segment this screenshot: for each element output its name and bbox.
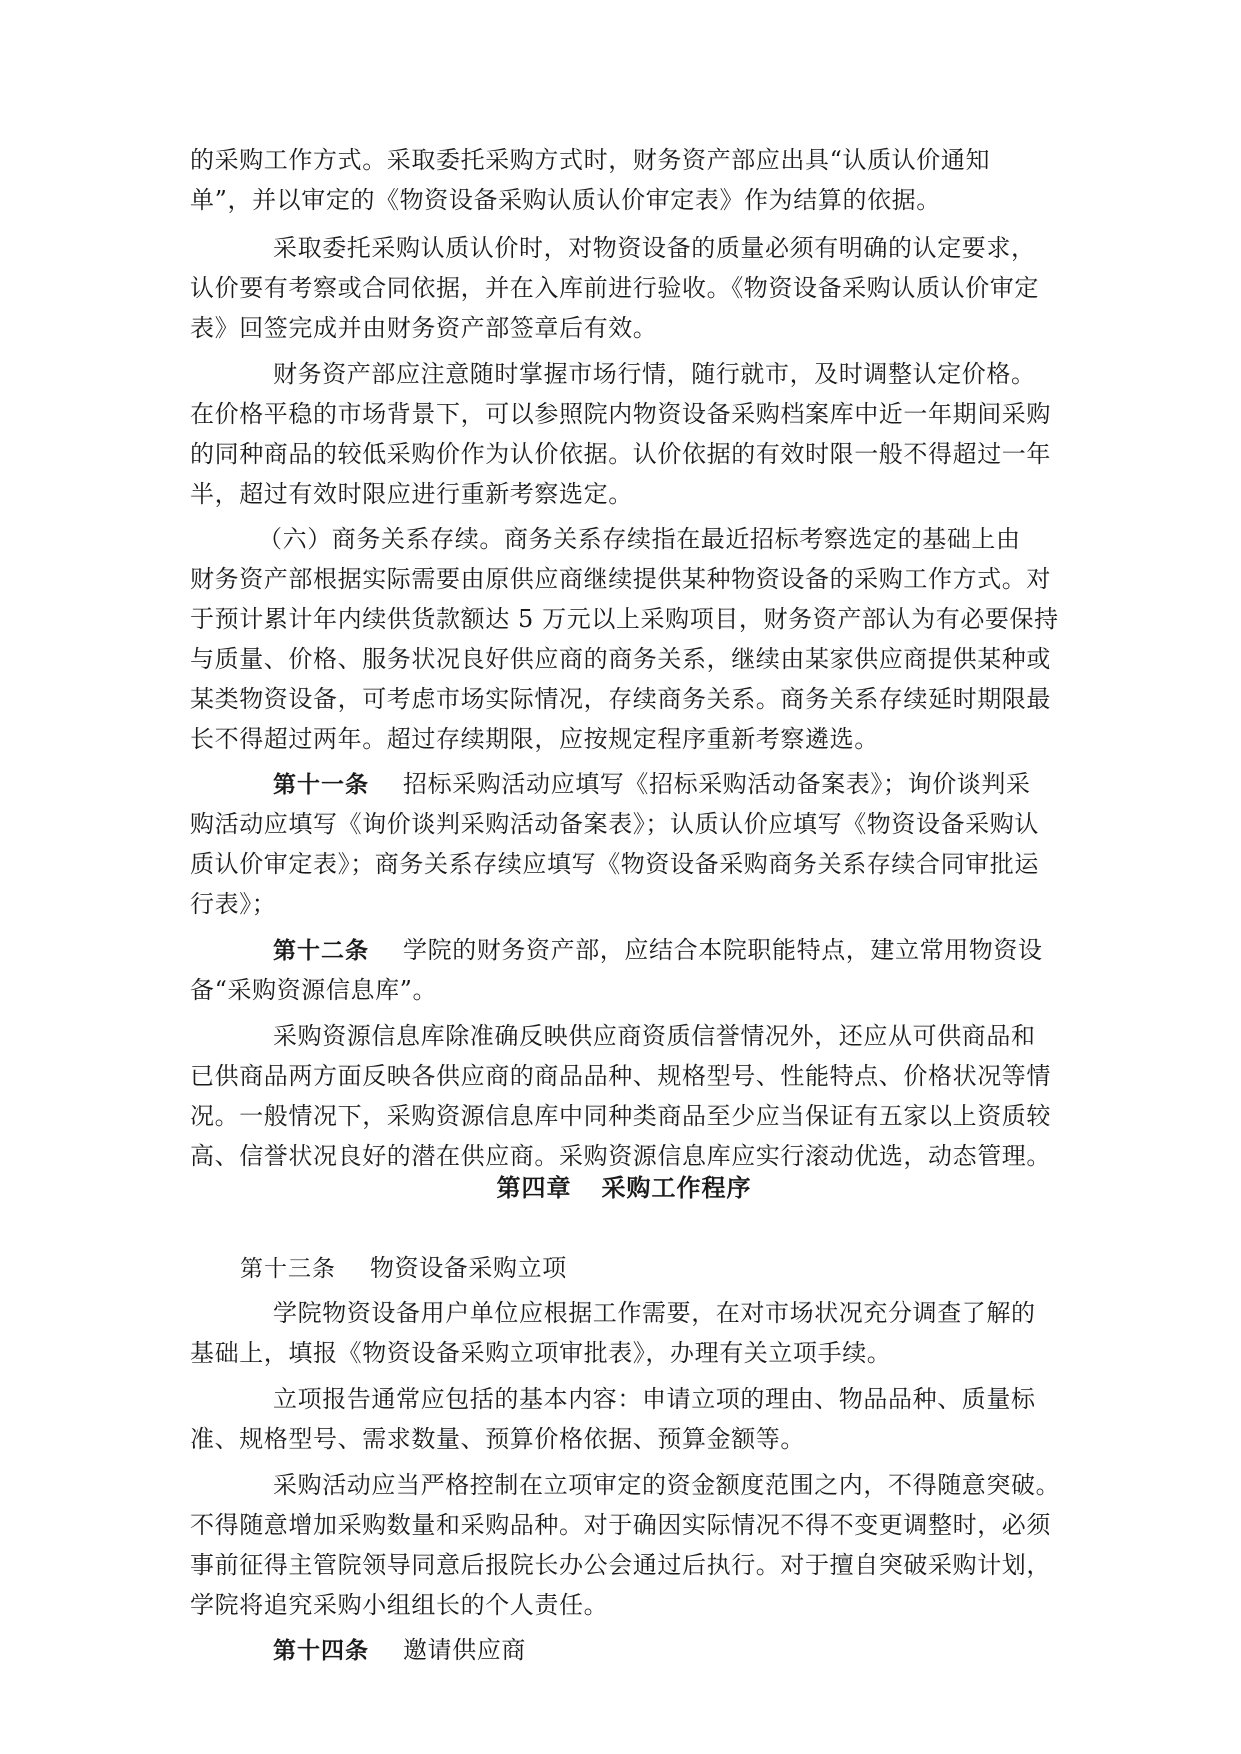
text-line: 采购活动应当严格控制在立项审定的资金额度范围之内，不得随意突破。 (273, 1471, 1061, 1499)
article-13-number: 第十三条 (240, 1256, 336, 1282)
text-line: 与质量、价格、服务状况良好供应商的商务关系，继续由某家供应商提供某种或 (190, 645, 1051, 673)
article-11-first-line (273, 764, 1031, 804)
text-line: 半，超过有效时限应进行重新考察选定。 (190, 480, 633, 508)
article-14-number: 第十四条 (273, 1638, 369, 1664)
chapter-number: 第四章 (496, 1174, 572, 1202)
article-14-title: 邀请供应商 (403, 1636, 526, 1664)
text-line: 单”，并以审定的《物资设备采购认质认价审定表》作为结算的依据。 (190, 186, 941, 214)
text-line: （六）商务关系存续。商务关系存续指在最近招标考察选定的基础上由 (258, 525, 1021, 553)
text-line: 不得随意增加采购数量和采购品种。对于确因实际情况不得不变更调整时，必须 (190, 1511, 1051, 1539)
text-line: 况。一般情况下，采购资源信息库中同种类商品至少应当保证有五家以上资质较 (190, 1102, 1051, 1130)
text-line: 准、规格型号、需求数量、预算价格依据、预算金额等。 (190, 1425, 805, 1453)
text-line: 财务资产部根据实际需要由原供应商继续提供某种物资设备的采购工作方式。对 (190, 565, 1051, 593)
article-12-number: 第十二条 (273, 938, 369, 964)
article-14-heading (273, 1630, 526, 1670)
text-line: 认价要有考察或合同依据，并在入库前进行验收。《物资设备采购认质认价审定 (190, 274, 1039, 302)
article-12-text: 学院的财务资产部，应结合本院职能特点，建立常用物资设 (403, 936, 1043, 964)
text-line: 购活动应填写《询价谈判采购活动备案表》；认质认价应填写《物资设备采购认 (190, 810, 1039, 838)
text-line: 采购资源信息库除准确反映供应商资质信誉情况外，还应从可供商品和 (273, 1022, 1036, 1050)
text-line: 于预计累计年内续供货款额达 5 万元以上采购项目，财务资产部认为有必要保持 (190, 605, 1059, 633)
text-line: 行表》； (190, 890, 277, 918)
text-line: 事前征得主管院领导同意后报院长办公会通过后执行。对于擅自突破采购计划， (190, 1551, 1051, 1579)
text-line: 采取委托采购认质认价时，对物资设备的质量必须有明确的认定要求， (273, 234, 1036, 262)
text-line: 某类物资设备，可考虑市场实际情况，存续商务关系。商务关系存续延时期限最 (190, 685, 1051, 713)
text-line: 财务资产部应注意随时掌握市场行情，随行就市，及时调整认定价格。 (273, 360, 1036, 388)
article-12-first-line (273, 930, 1043, 970)
article-13-title: 物资设备采购立项 (370, 1254, 567, 1282)
text-line: 备“采购资源信息库”。 (190, 976, 438, 1004)
text-line: 高、信誉状况良好的潜在供应商。采购资源信息库应实行滚动优选，动态管理。 (190, 1142, 1051, 1170)
text-line: 在价格平稳的市场背景下，可以参照院内物资设备采购档案库中近一年期间采购 (190, 400, 1051, 428)
article-13-heading (240, 1248, 567, 1288)
chapter-heading (190, 1168, 1058, 1208)
article-11-text: 招标采购活动应填写《招标采购活动备案表》；询价谈判采 (403, 770, 1031, 798)
text-line: 基础上，填报《物资设备采购立项审批表》，办理有关立项手续。 (190, 1339, 892, 1367)
text-line: 质认价审定表》；商务关系存续应填写《物资设备采购商务关系存续合同审批运 (190, 850, 1039, 878)
text-line: 学院物资设备用户单位应根据工作需要，在对市场状况充分调查了解的 (273, 1299, 1036, 1327)
text-line: 立项报告通常应包括的基本内容：申请立项的理由、物品品种、质量标 (273, 1385, 1036, 1413)
text-line: 长不得超过两年。超过存续期限，应按规定程序重新考察遴选。 (190, 725, 879, 753)
text-line: 学院将追究采购小组组长的个人责任。 (190, 1591, 609, 1619)
article-11-number: 第十一条 (273, 772, 369, 798)
text-line: 已供商品两方面反映各供应商的商品品种、规格型号、性能特点、价格状况等情 (190, 1062, 1051, 1090)
text-line: 的同种商品的较低采购价作为认价依据。认价依据的有效时限一般不得超过一年 (190, 440, 1051, 468)
text-line: 的采购工作方式。采取委托采购方式时，财务资产部应出具“认质认价通知 (190, 146, 991, 174)
text-line: 表》回签完成并由财务资产部签章后有效。 (190, 314, 658, 342)
chapter-title: 采购工作程序 (601, 1174, 752, 1202)
